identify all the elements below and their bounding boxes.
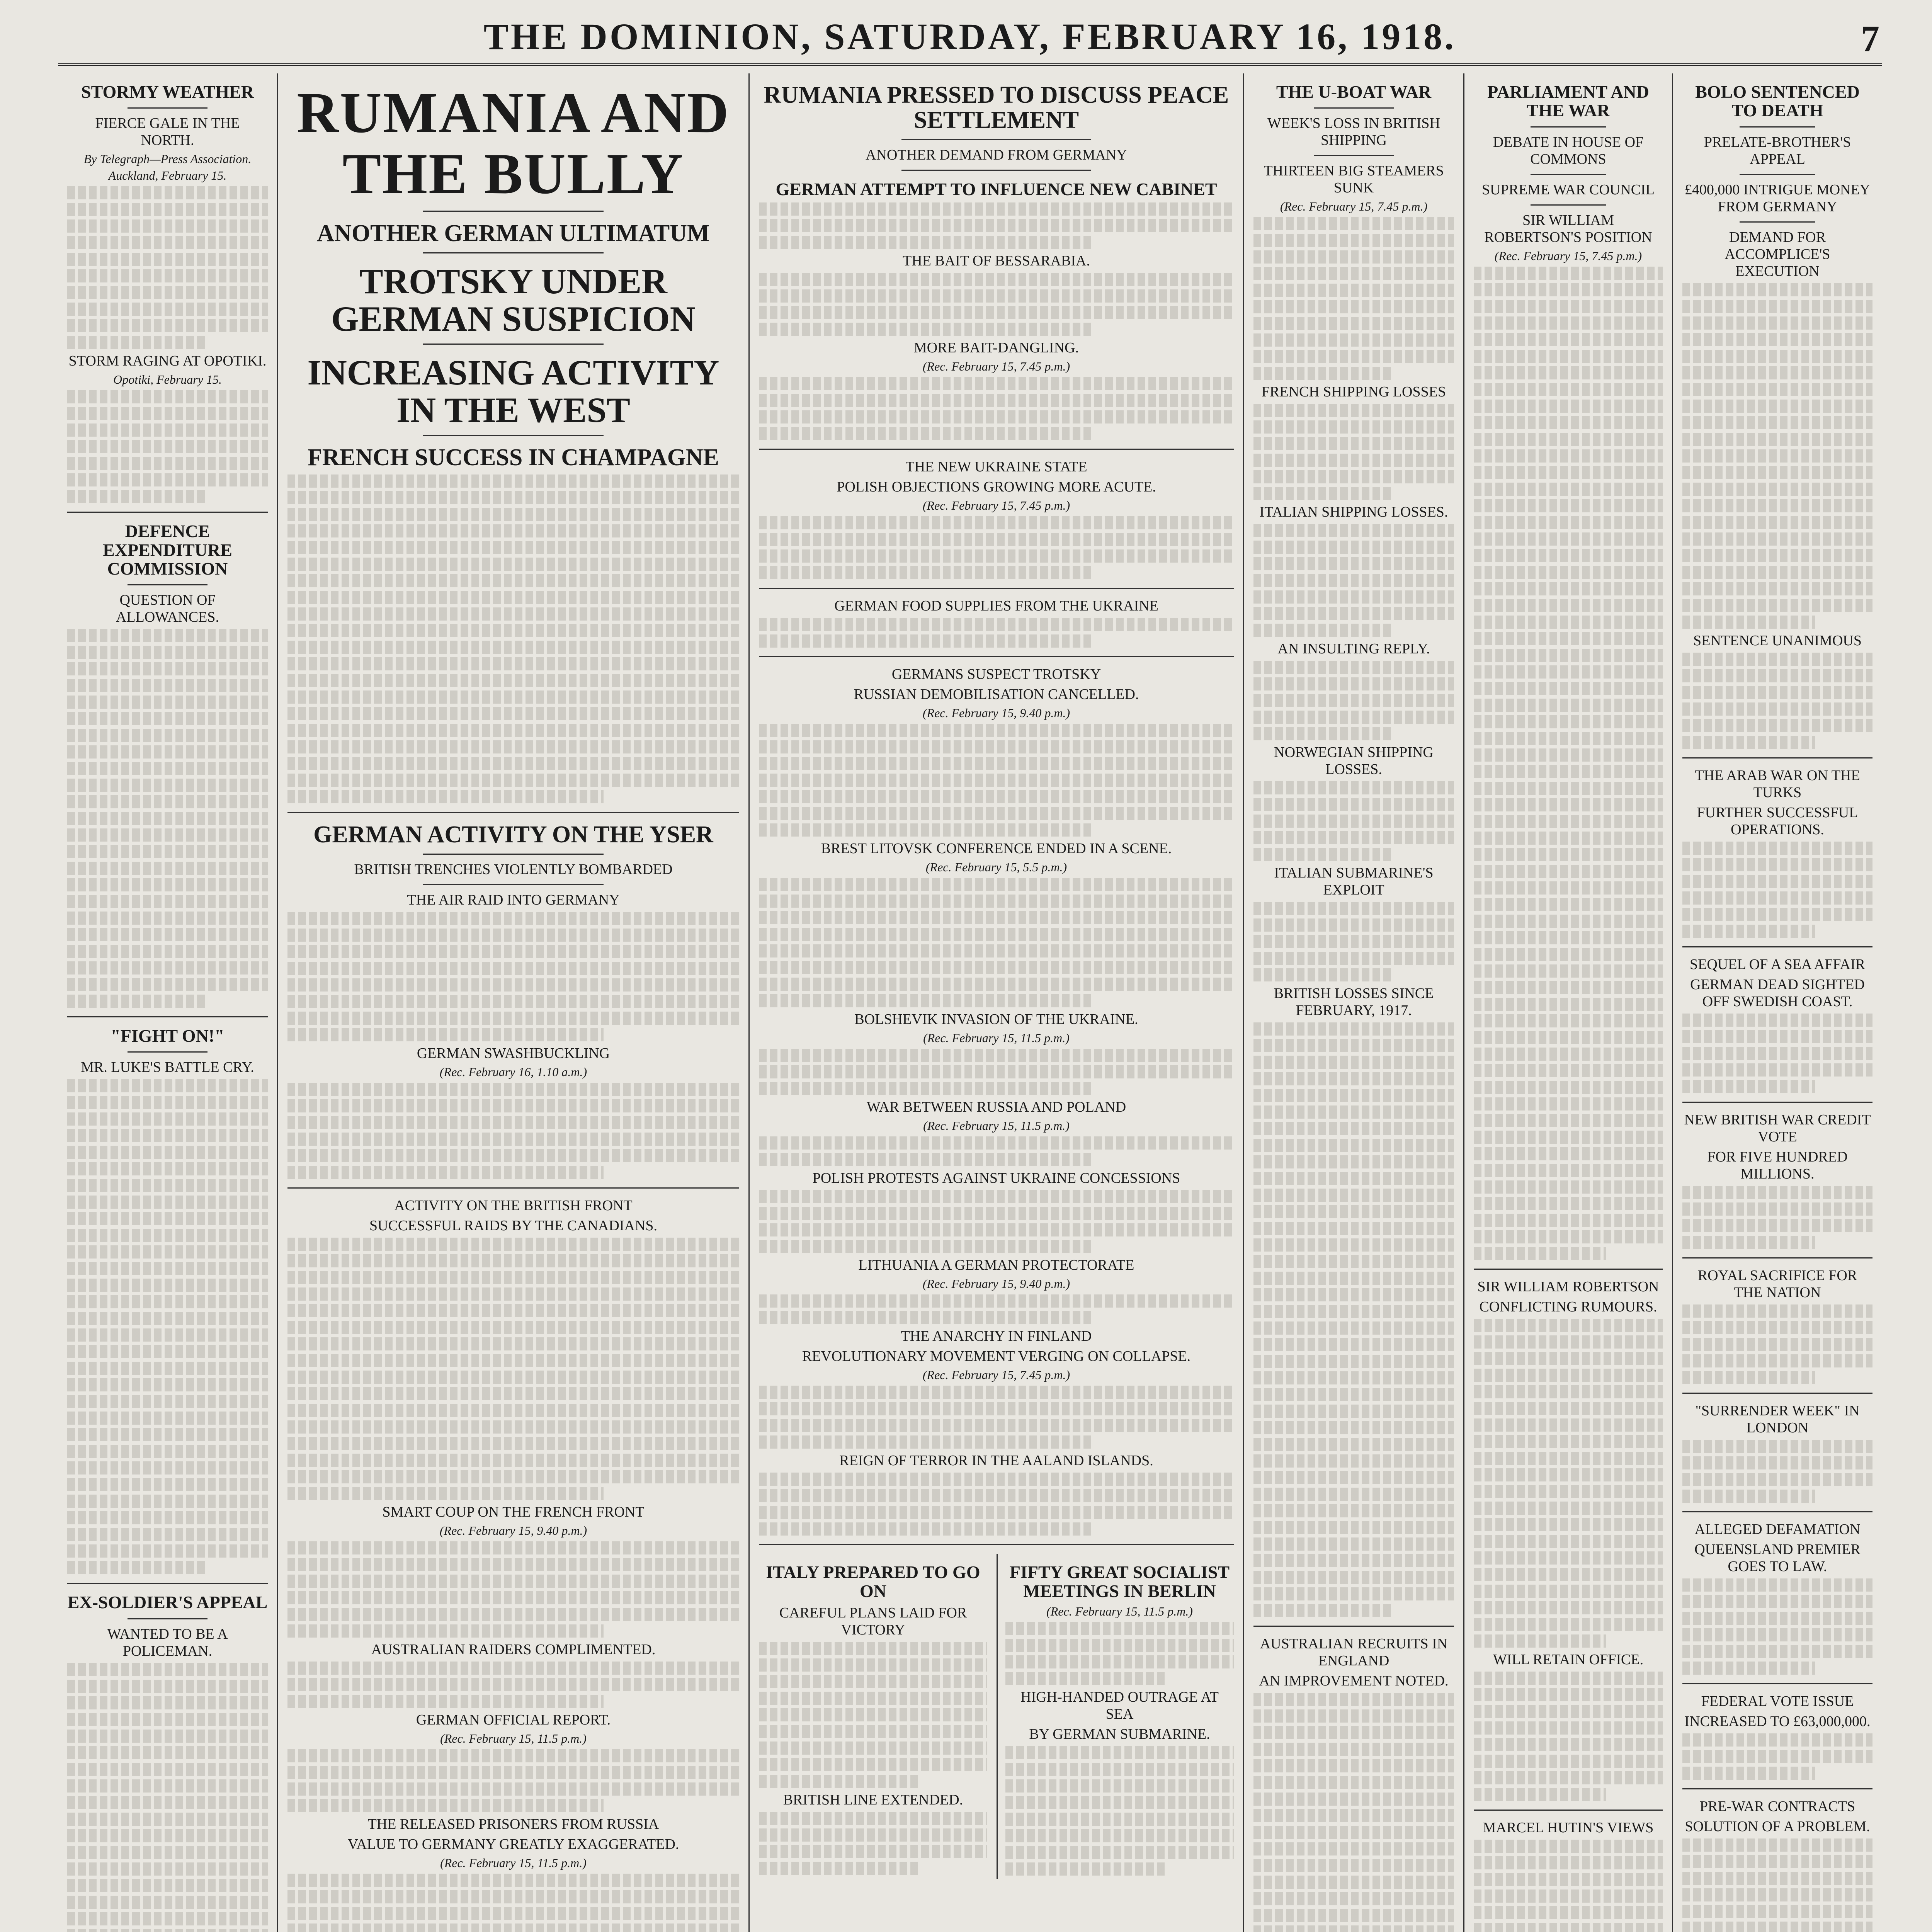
subheadline: CONFLICTING RUMOURS. xyxy=(1479,1298,1657,1315)
subheadline: BRITISH LOSSES SINCE FEBRUARY, 1917. xyxy=(1274,985,1434,1019)
received-time: (Rec. February 15, 7.45 p.m.) xyxy=(1280,199,1428,214)
column-6 xyxy=(1673,73,1882,1932)
subheadline: AUSTRALIAN RAIDERS COMPLIMENTED. xyxy=(371,1641,656,1658)
subheadline: ANOTHER GERMAN ULTIMATUM xyxy=(317,220,710,247)
received-time: (Rec. February 15, 9.40 p.m.) xyxy=(439,1523,587,1537)
subheadline: MARCEL HUTIN'S VIEWS xyxy=(1483,1819,1654,1836)
subheadline: FEDERAL VOTE ISSUE xyxy=(1701,1693,1854,1709)
headline: GERMAN ATTEMPT TO INFLUENCE NEW CABINET xyxy=(776,179,1217,199)
subheadline: THE BAIT OF BESSARABIA. xyxy=(903,253,1090,269)
subheadline: VALUE TO GERMANY GREATLY EXAGGERATED. xyxy=(347,1836,679,1852)
headline: ITALY PREPARED TO GO ON xyxy=(766,1562,980,1601)
subheadline: LITHUANIA A GERMAN PROTECTORATE xyxy=(858,1257,1134,1274)
headline: STORMY WEATHER xyxy=(81,82,254,102)
subheadline: NORWEGIAN SHIPPING LOSSES. xyxy=(1274,744,1434,778)
subheadline: ROYAL SACRIFICE FOR THE NATION xyxy=(1697,1267,1857,1301)
subheadline: POLISH PROTESTS AGAINST UKRAINE CONCESSIONS xyxy=(812,1170,1180,1187)
headline: DEFENCE EXPENDITURE COMMISSION xyxy=(103,521,232,578)
column-5 xyxy=(1464,73,1673,1932)
subheadline: POLISH OBJECTIONS GROWING MORE ACUTE. xyxy=(837,479,1156,495)
subheadline: GERMAN DEAD SIGHTED OFF SWEDISH COAST. xyxy=(1690,976,1865,1010)
subheadline: DEBATE IN HOUSE OF COMMONS xyxy=(1493,134,1644,167)
subheadline: GERMANS SUSPECT TROTSKY xyxy=(891,666,1101,683)
page-number: 7 xyxy=(1861,18,1882,59)
subheadline: PRELATE-BROTHER'S APPEAL xyxy=(1704,134,1851,167)
subheadline: AUSTRALIAN RECRUITS IN ENGLAND xyxy=(1260,1636,1448,1669)
subheadline: MORE BAIT-DANGLING. xyxy=(913,340,1079,356)
subheadline: ITALIAN SUBMARINE'S EXPLOIT xyxy=(1274,865,1434,898)
received-time: (Rec. February 15, 7.45 p.m.) xyxy=(922,1368,1070,1382)
subheadline: FURTHER SUCCESSFUL OPERATIONS. xyxy=(1697,804,1858,838)
column-4 xyxy=(1244,73,1464,1932)
received-time: (Rec. February 15, 7.45 p.m.) xyxy=(922,498,1070,513)
column-1 xyxy=(58,73,278,1932)
subheadline: THE ANARCHY IN FINLAND xyxy=(901,1328,1092,1345)
subheadline: SMART COUP ON THE FRENCH FRONT xyxy=(382,1503,645,1520)
subheadline: GERMAN FOOD SUPPLIES FROM THE UKRAINE xyxy=(834,598,1158,614)
subheadline: GERMAN OFFICIAL REPORT. xyxy=(416,1711,611,1728)
subheadline: WANTED TO BE A POLICEMAN. xyxy=(107,1626,228,1659)
subheadline: BRITISH LINE EXTENDED. xyxy=(783,1792,963,1808)
headline: RUMANIA PRESSED TO DISCUSS PEACE SETTLEMENT xyxy=(764,82,1229,134)
masthead xyxy=(58,9,1882,66)
subheadline: ALLEGED DEFAMATION xyxy=(1694,1521,1861,1537)
subheadline: REIGN OF TERROR IN THE AALAND ISLANDS. xyxy=(839,1452,1153,1469)
subheadline: SENTENCE UNANIMOUS xyxy=(1693,632,1862,649)
subheadline: SIR WILLIAM ROBERTSON'S POSITION xyxy=(1484,212,1652,245)
headline: EX-SOLDIER'S APPEAL xyxy=(67,1592,268,1612)
received-time: (Rec. February 15, 7.45 p.m.) xyxy=(1494,248,1642,263)
subheadline: BY GERMAN SUBMARINE. xyxy=(1029,1726,1210,1743)
main-headline: RUMANIA AND THE BULLY xyxy=(297,81,730,206)
received-time: (Rec. February 15, 7.45 p.m.) xyxy=(922,359,1070,374)
subheadline: WAR BETWEEN RUSSIA AND POLAND xyxy=(866,1099,1126,1116)
headline: FIFTY GREAT SOCIALIST MEETINGS IN BERLIN xyxy=(1009,1562,1230,1601)
subheadline: DEMAND FOR ACCOMPLICE'S EXECUTION xyxy=(1725,229,1830,279)
subheadline: GERMAN SWASHBUCKLING xyxy=(417,1045,610,1061)
subheadline: BOLSHEVIK INVASION OF THE UKRAINE. xyxy=(854,1011,1138,1028)
subheadline: SOLUTION OF A PROBLEM. xyxy=(1685,1818,1870,1835)
subheadline: BREST LITOVSK CONFERENCE ENDED IN A SCENE. xyxy=(821,840,1172,857)
received-time: (Rec. February 15, 5.5 p.m.) xyxy=(925,860,1067,874)
received-time: (Rec. February 15, 9.40 p.m.) xyxy=(922,1277,1070,1291)
headline: PARLIAMENT AND THE WAR xyxy=(1487,82,1649,121)
subheadline: MR. LUKE'S BATTLE CRY. xyxy=(81,1059,254,1076)
column-2 xyxy=(278,73,750,1932)
received-time: (Rec. February 15, 11.5 p.m.) xyxy=(923,1031,1070,1045)
subheadline: THE RELEASED PRISONERS FROM RUSSIA xyxy=(367,1816,659,1832)
subheadline: THE NEW UKRAINE STATE xyxy=(905,459,1087,475)
received-time: (Rec. February 15, 9.40 p.m.) xyxy=(922,706,1070,720)
subheadline: SUPREME WAR COUNCIL xyxy=(1482,181,1655,198)
headline: TROTSKY UNDER GERMAN SUSPICION xyxy=(331,262,696,338)
subheadline: ACTIVITY ON THE BRITISH FRONT xyxy=(394,1197,633,1214)
subheadline: HIGH-HANDED OUTRAGE AT SEA xyxy=(1020,1689,1219,1723)
subheadline: FRENCH SHIPPING LOSSES xyxy=(1261,384,1446,400)
subheadline: INCREASED TO £63,000,000. xyxy=(1684,1713,1871,1730)
received-time: (Rec. February 15, 11.5 p.m.) xyxy=(1046,1604,1193,1619)
subheadline: QUESTION OF ALLOWANCES. xyxy=(116,592,219,626)
subheadline: SIR WILLIAM ROBERTSON xyxy=(1477,1278,1659,1295)
headline: THE U-BOAT WAR xyxy=(1276,82,1432,102)
subheadline: AN INSULTING REPLY. xyxy=(1277,641,1430,657)
headline: BOLO SENTENCED TO DEATH xyxy=(1695,82,1860,121)
received-time: (Rec. February 15, 11.5 p.m.) xyxy=(440,1855,587,1870)
byline: By Telegraph—Press Association. xyxy=(83,152,252,166)
subheadline: QUEENSLAND PREMIER GOES TO LAW. xyxy=(1694,1541,1861,1575)
headline: "FIGHT ON!" xyxy=(111,1026,224,1046)
subheadline: REVOLUTIONARY MOVEMENT VERGING ON COLLAPSE. xyxy=(802,1348,1191,1365)
subheadline: BRITISH TRENCHES VIOLENTLY BOMBARDED xyxy=(354,861,673,878)
subheadline: THE ARAB WAR ON THE TURKS xyxy=(1695,767,1860,801)
column-3 xyxy=(750,73,1244,1932)
subheadline: STORM RAGING AT OPOTIKI. xyxy=(68,353,267,369)
subheadline: ANOTHER DEMAND FROM GERMANY xyxy=(866,147,1127,163)
subheadline: FOR FIVE HUNDRED MILLIONS. xyxy=(1707,1148,1848,1182)
subheadline: THE AIR RAID INTO GERMANY xyxy=(407,891,620,908)
received-time: (Rec. February 16, 1.10 a.m.) xyxy=(439,1065,587,1079)
subheadline: ITALIAN SHIPPING LOSSES. xyxy=(1259,504,1448,520)
headline: GERMAN ACTIVITY ON THE YSER xyxy=(313,821,713,848)
subheadline: £400,000 INTRIGUE MONEY FROM GERMANY xyxy=(1684,181,1871,215)
subheadline: RUSSIAN DEMOBILISATION CANCELLED. xyxy=(854,686,1139,703)
masthead-title: THE DOMINION, SATURDAY, FEBRUARY 16, 1918. xyxy=(483,15,1456,57)
subheadline: WILL RETAIN OFFICE. xyxy=(1493,1651,1644,1668)
subheadline: THIRTEEN BIG STEAMERS SUNK xyxy=(1264,163,1444,196)
subheadline: SUCCESSFUL RAIDS BY THE CANADIANS. xyxy=(369,1217,657,1234)
dateline: Auckland, February 15. xyxy=(108,168,227,183)
received-time: (Rec. February 15, 11.5 p.m.) xyxy=(923,1119,1070,1133)
headline: INCREASING ACTIVITY IN THE WEST xyxy=(307,353,719,430)
dateline: Opotiki, February 15. xyxy=(113,372,222,387)
subheadline: PRE-WAR CONTRACTS xyxy=(1699,1798,1855,1815)
subheadline: FIERCE GALE IN THE NORTH. xyxy=(95,115,240,149)
subheadline: NEW BRITISH WAR CREDIT VOTE xyxy=(1684,1111,1871,1145)
subheadline: "SURRENDER WEEK" IN LONDON xyxy=(1695,1402,1860,1436)
headline: FRENCH SUCCESS IN CHAMPAGNE xyxy=(308,444,719,471)
received-time: (Rec. February 15, 11.5 p.m.) xyxy=(440,1731,587,1745)
subheadline: WEEK'S LOSS IN BRITISH SHIPPING xyxy=(1267,115,1440,149)
subheadline: AN IMPROVEMENT NOTED. xyxy=(1259,1673,1449,1689)
subheadline: CAREFUL PLANS LAID FOR VICTORY xyxy=(779,1605,967,1638)
subheadline: SEQUEL OF A SEA AFFAIR xyxy=(1690,956,1865,973)
